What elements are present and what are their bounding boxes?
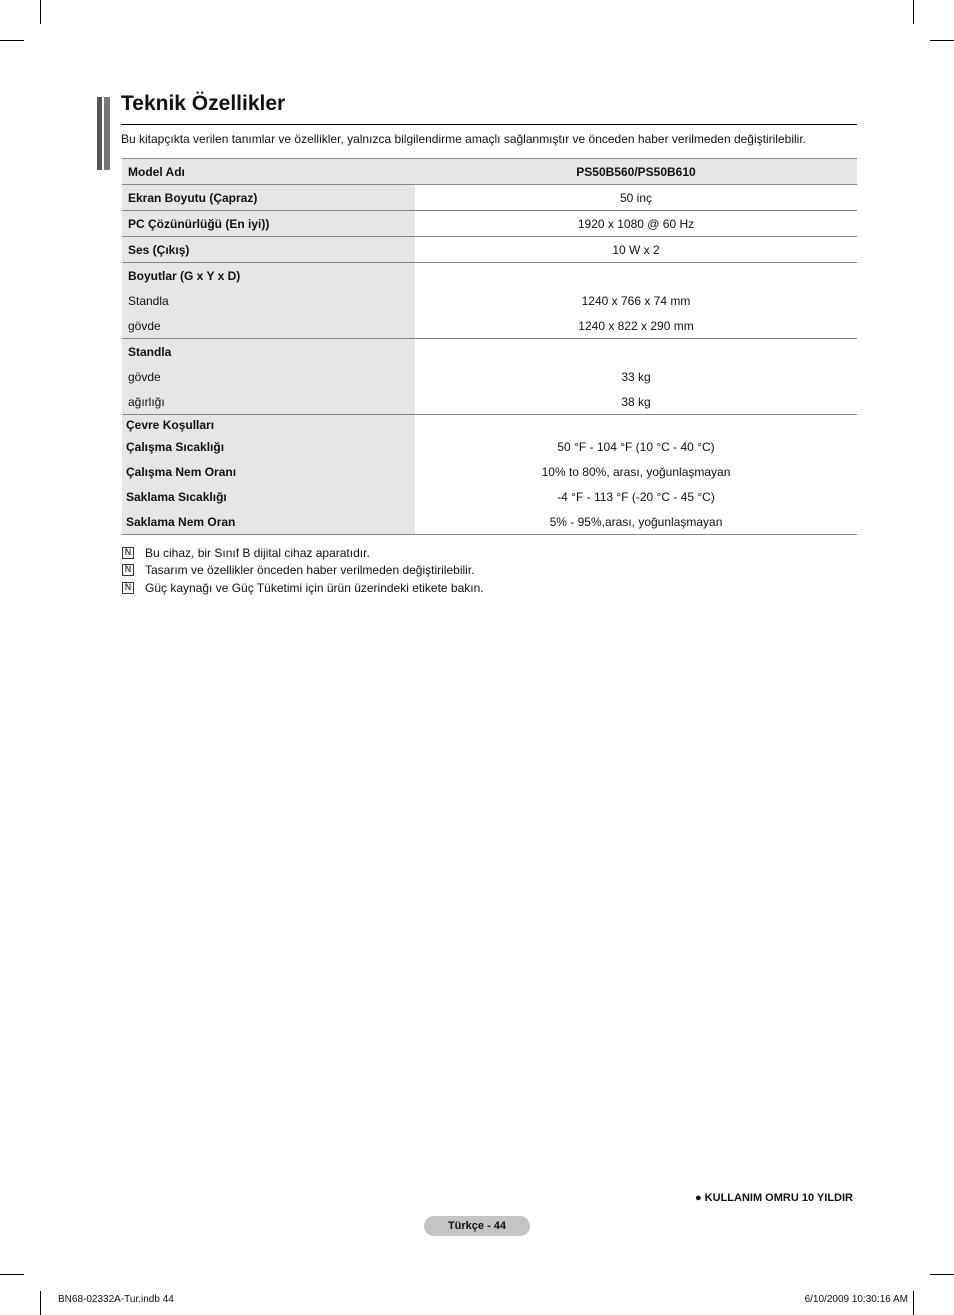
page-number-badge: Türkçe - 44 [424,1216,530,1236]
imprint-timestamp: 6/10/2009 10:30:16 AM [804,1294,908,1305]
operating-humidity-label: Çalışma Nem Oranı [122,459,415,484]
note-icon: N [122,564,134,576]
storage-temp-label: Saklama Sıcaklığı [122,484,415,509]
environment-heading: Çevre Koşulları [122,415,415,435]
table-row [122,211,857,237]
dimensions-stand-label: Standla [122,288,415,313]
table-row [122,364,857,389]
dimensions-stand-value: 1240 x 766 x 74 mm [581,293,691,308]
dimensions-heading: Boyutlar (G x Y x D) [122,263,415,289]
table-row [122,313,857,339]
table-row [122,237,857,263]
pc-resolution-value: 1920 x 1080 @ 60 Hz [415,211,857,237]
imprint-file-info: BN68-02332A-Tur.indb 44 [58,1294,174,1305]
table-row [122,509,857,535]
screen-size-value: 50 inç [415,185,857,211]
note-text: Güç kaynağı ve Güç Tüketimi için ürün üzerindeki etikete bakın. [145,580,484,595]
environment-heading-value [415,415,857,435]
model-label: Model Adı [122,159,415,185]
dimensions-heading-value [415,263,857,289]
weight-total-value: 38 kg [621,394,651,409]
specifications-table [122,158,857,535]
table-row [122,263,857,289]
table-row [122,339,857,365]
note-item [122,544,484,562]
table-row [122,434,857,459]
weight-heading: Standla [122,339,415,365]
storage-humidity-label: Saklama Nem Oran [122,509,415,535]
crop-mark [40,0,41,24]
crop-mark [913,1291,914,1315]
pc-resolution-label: PC Çözünürlüğü (En iyi)) [122,211,415,237]
operating-temp-value: 50 °F - 104 °F (10 °C - 40 °C) [557,439,715,454]
table-row [122,459,857,484]
note-text: Tasarım ve özellikler önceden haber verilmeden değiştirilebilir. [145,563,475,578]
operating-temp-label: Çalışma Sıcaklığı [122,434,415,459]
note-text: Bu cihaz, bir Sınıf B dijital cihaz aparatıdır. [145,545,370,560]
note-icon: N [122,582,134,594]
crop-mark [0,40,24,41]
crop-mark [930,40,954,41]
weight-heading-value [415,339,857,365]
table-row [122,484,857,509]
storage-humidity-value: 5% - 95%,arası, yoğunlaşmayan [415,509,857,535]
weight-total-label: ağırlığı [122,389,415,415]
table-row [122,288,857,313]
crop-mark [40,1291,41,1315]
model-value: PS50B560/PS50B610 [415,159,857,185]
operating-humidity-value: 10% to 80%, arası, yoğunlaşmayan [541,464,731,479]
section-marker-bar [97,97,102,170]
table-row [122,185,857,211]
page-title: Teknik Özellikler [121,92,286,115]
crop-mark [0,1274,24,1275]
note-icon: N [122,547,134,559]
dimensions-body-label: gövde [122,313,415,339]
crop-mark [930,1274,954,1275]
section-marker-bar [104,97,110,170]
sound-output-value: 10 W x 2 [415,237,857,263]
weight-body-value: 33 kg [621,369,651,384]
table-row [122,415,857,435]
weight-body-label: gövde [122,364,415,389]
table-row [122,159,857,185]
lifetime-note: ● KULLANIM OMRU 10 YILDIR [694,1192,853,1204]
table-row [122,389,857,415]
sound-output-label: Ses (Çıkış) [122,237,415,263]
notes-list [122,544,484,597]
dimensions-body-value: 1240 x 822 x 290 mm [578,318,694,333]
title-divider [121,124,857,125]
crop-mark [913,0,914,24]
storage-temp-value: -4 °F - 113 °F (-20 °C - 45 °C) [557,489,715,504]
note-item [122,579,484,597]
screen-size-label: Ekran Boyutu (Çapraz) [122,185,415,211]
note-item [122,562,484,580]
intro-text: Bu kitapçıkta verilen tanımlar ve özellikler, yalnızca bilgilendirme amaçlı sağlanmıştır ve önceden haber verilmeden değiştirilebilir. [121,132,806,146]
